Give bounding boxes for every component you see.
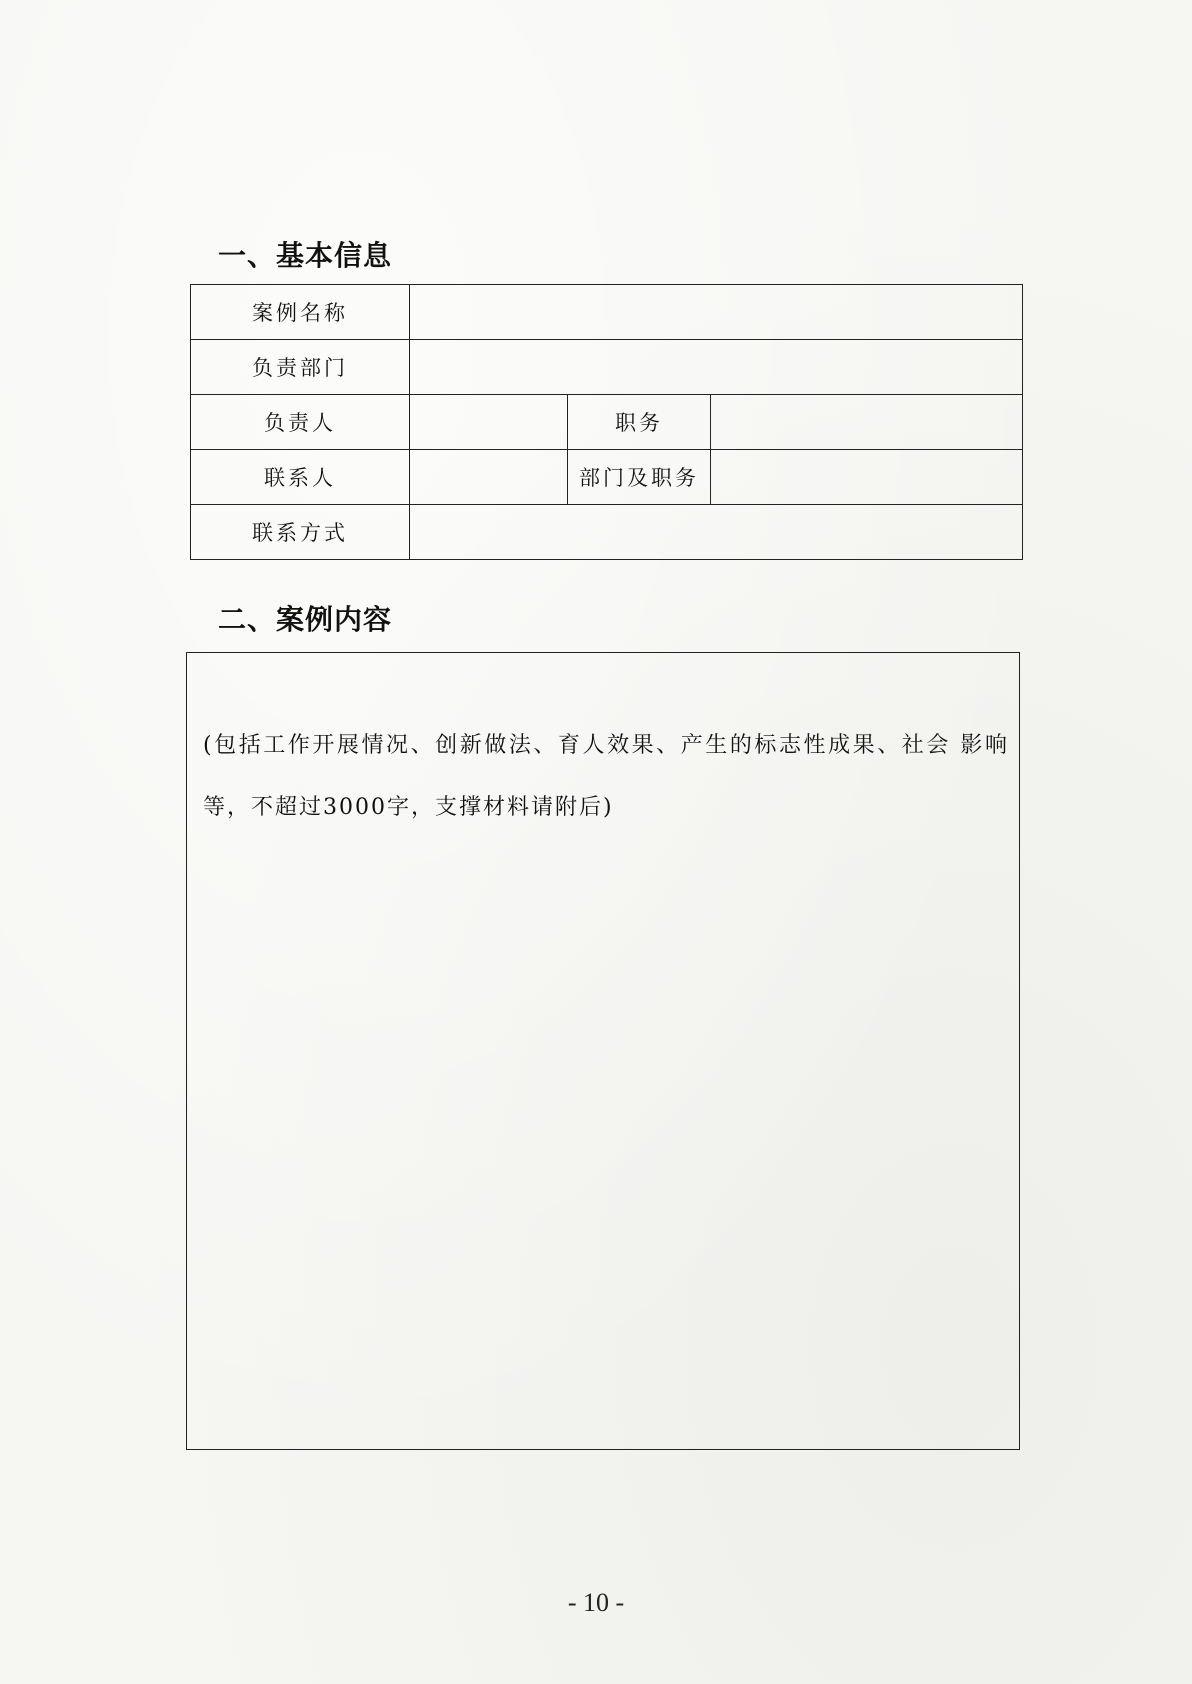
person-field[interactable]	[410, 395, 568, 450]
contact-method-field[interactable]	[410, 505, 1023, 560]
contact-person-label: 联系人	[191, 450, 410, 505]
person-label: 负责人	[191, 395, 410, 450]
section-title-basic-info: 一、基本信息	[218, 239, 393, 272]
table-row	[191, 450, 1023, 505]
case-content-box[interactable]	[186, 652, 1020, 1450]
table-row	[191, 340, 1023, 395]
section-title-case-content: 二、案例内容	[218, 603, 393, 636]
case-name-label: 案例名称	[191, 285, 410, 340]
contact-person-field[interactable]	[410, 450, 568, 505]
dept-position-label: 部门及职务	[568, 450, 711, 505]
page-number: - 10 -	[567, 1588, 625, 1617]
table-row	[191, 505, 1023, 560]
table-row	[191, 285, 1023, 340]
dept-position-field[interactable]	[711, 450, 1023, 505]
position-field[interactable]	[711, 395, 1023, 450]
dept-label: 负责部门	[191, 340, 410, 395]
contact-method-label: 联系方式	[191, 505, 410, 560]
basic-info-table	[190, 284, 1023, 560]
case-name-field[interactable]	[410, 285, 1023, 340]
table-row	[191, 395, 1023, 450]
case-content-instruction: (包括工作开展情况、创新做法、育人效果、产生的标志性成果、社会 影响等，不超过3000字，支撑材料请附后)	[203, 733, 1009, 820]
dept-field[interactable]	[410, 340, 1023, 395]
position-label: 职务	[568, 395, 711, 450]
